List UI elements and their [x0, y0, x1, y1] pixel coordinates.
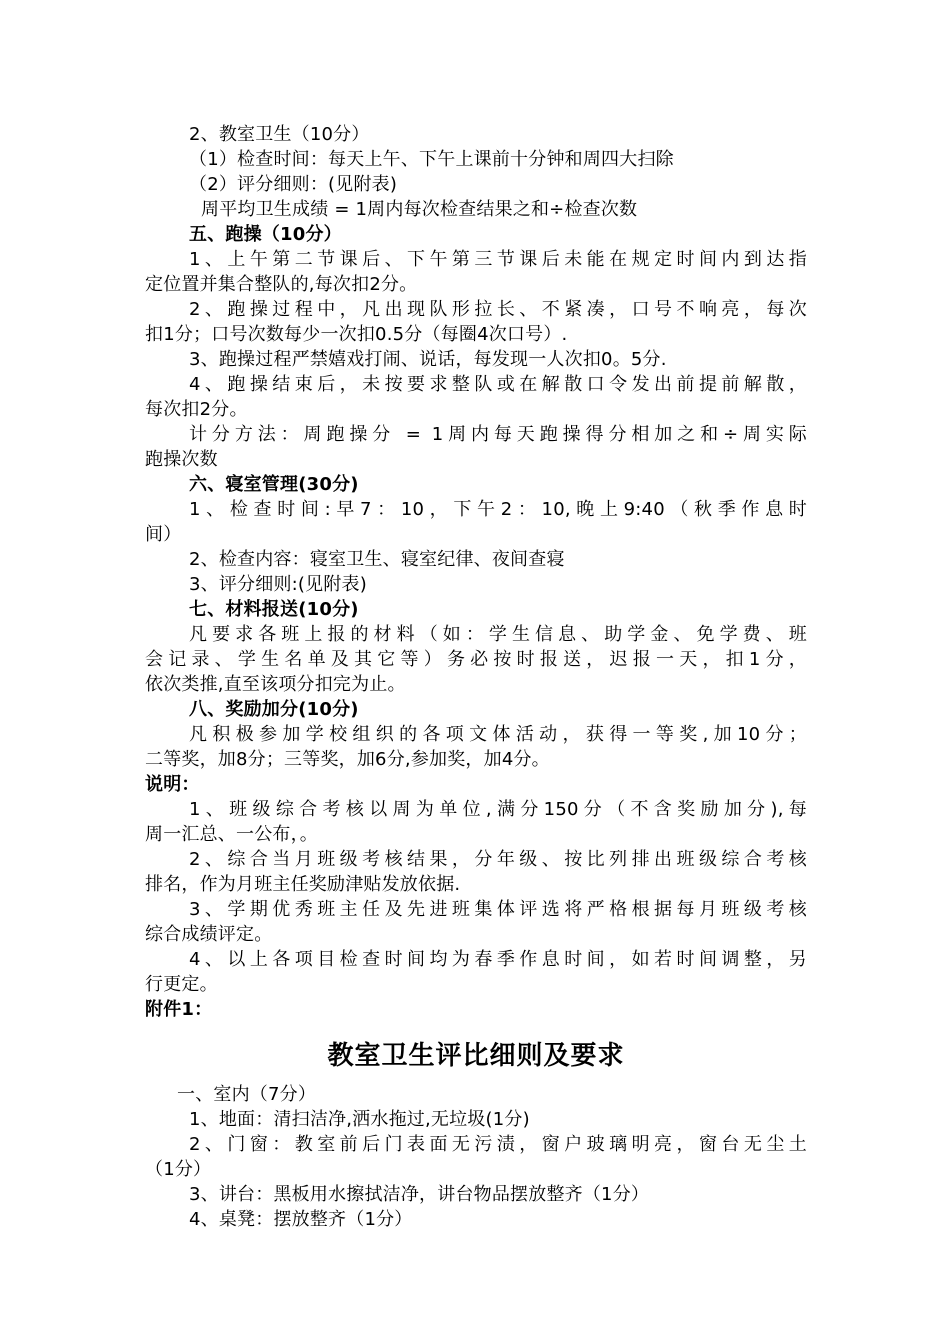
- indoor-item2-line1: 2、门窗：教室前后门表面无污渍，窗户玻璃明亮，窗台无尘土: [189, 1134, 807, 1155]
- note1-line2: 周一汇总、一公布，。: [145, 824, 318, 845]
- indoor-item3: 3、讲台：黑板用水擦拭洁净，讲台物品摆放整齐（1分）: [189, 1184, 650, 1205]
- document-page: [145, 122, 807, 1232]
- note4-line2: 行更定。: [145, 974, 218, 995]
- note2-line2: 排名，作为月班主任奖励津贴发放依据.: [145, 874, 461, 895]
- run-calc-line2: 跑操次数: [145, 449, 218, 470]
- note2-line1: 2、综合当月班级考核结果，分年级、按比列排出班级综合考核: [189, 849, 807, 870]
- attachment-label: 附件1：: [145, 999, 213, 1020]
- indoor-heading: 一、室内（7分）: [177, 1084, 317, 1105]
- dorm-item1-line2: 间）: [145, 524, 182, 545]
- indoor-item4: 4、桌凳：摆放整齐（1分）: [189, 1209, 413, 1230]
- notes-heading: 说明：: [145, 774, 200, 795]
- material-line3: 依次类推,直至该项分扣完为止。: [145, 674, 406, 695]
- indoor-item2-line2: （1分）: [145, 1159, 212, 1180]
- run-item3: 3、跑操过程严禁嬉戏打闹、说话，每发现一人次扣0。5分.: [189, 349, 667, 370]
- classroom-rules: （2）评分细则：(见附表): [189, 174, 398, 195]
- run-item2-line1: 2、跑操过程中，凡出现队形拉长、不紧凑，口号不响亮，每次: [189, 299, 807, 320]
- material-line2: 会记录、学生名单及其它等）务必按时报送，迟报一天，扣1分，: [145, 649, 807, 670]
- run-heading: 五、跑操（10分）: [189, 224, 342, 245]
- attachment-title: 教室卫生评比细则及要求: [327, 1041, 625, 1071]
- dorm-heading: 六、寝室管理(30分): [189, 474, 359, 495]
- material-line1: 凡要求各班上报的材料（如：学生信息、助学金、免学费、班: [189, 624, 807, 645]
- note4-line1: 4、以上各项目检查时间均为春季作息时间，如若时间调整，另: [189, 949, 807, 970]
- note1-line1: 1、班级综合考核以周为单位,满分150分（不含奖励加分),每: [189, 799, 807, 820]
- run-item1-line1: 1、上午第二节课后、下午第三节课后未能在规定时间内到达指: [189, 249, 807, 270]
- bonus-heading: 八、奖励加分(10分): [189, 699, 359, 720]
- run-item2-line2: 扣1分；口号次数每少一次扣0.5分（每圈4次口号）.: [145, 324, 568, 345]
- note3-line1: 3、学期优秀班主任及先进班集体评选将严格根据每月班级考核: [189, 899, 807, 920]
- run-calc-line1: 计分方法：周跑操分 = 1周内每天跑操得分相加之和÷周实际: [189, 424, 807, 445]
- bonus-line1: 凡积极参加学校组织的各项文体活动，获得一等奖,加10分；: [189, 724, 807, 745]
- note3-line2: 综合成绩评定。: [145, 924, 273, 945]
- classroom-formula: 周平均卫生成绩 = 1周内每次检查结果之和÷检查次数: [201, 199, 638, 220]
- classroom-time: （1）检查时间：每天上午、下午上课前十分钟和周四大扫除: [189, 149, 674, 170]
- material-heading: 七、材料报送(10分): [189, 599, 359, 620]
- dorm-item2: 2、检查内容：寝室卫生、寝室纪律、夜间查寝: [189, 549, 565, 570]
- dorm-item1-line1: 1、检查时间:早7：10，下午2：10,晚上9:40（秋季作息时: [189, 499, 807, 520]
- dorm-item3: 3、评分细则:(见附表): [189, 574, 367, 595]
- bonus-line2: 二等奖，加8分；三等奖，加6分,参加奖，加4分。: [145, 749, 550, 770]
- indoor-item1: 1、地面：清扫洁净,洒水拖过,无垃圾(1分): [189, 1109, 530, 1130]
- classroom-heading: 2、教室卫生（10分）: [189, 124, 370, 145]
- run-item1-line2: 定位置并集合整队的,每次扣2分。: [145, 274, 418, 295]
- run-item4-line1: 4、跑操结束后，未按要求整队或在解散口令发出前提前解散，: [189, 374, 807, 395]
- run-item4-line2: 每次扣2分。: [145, 399, 248, 420]
